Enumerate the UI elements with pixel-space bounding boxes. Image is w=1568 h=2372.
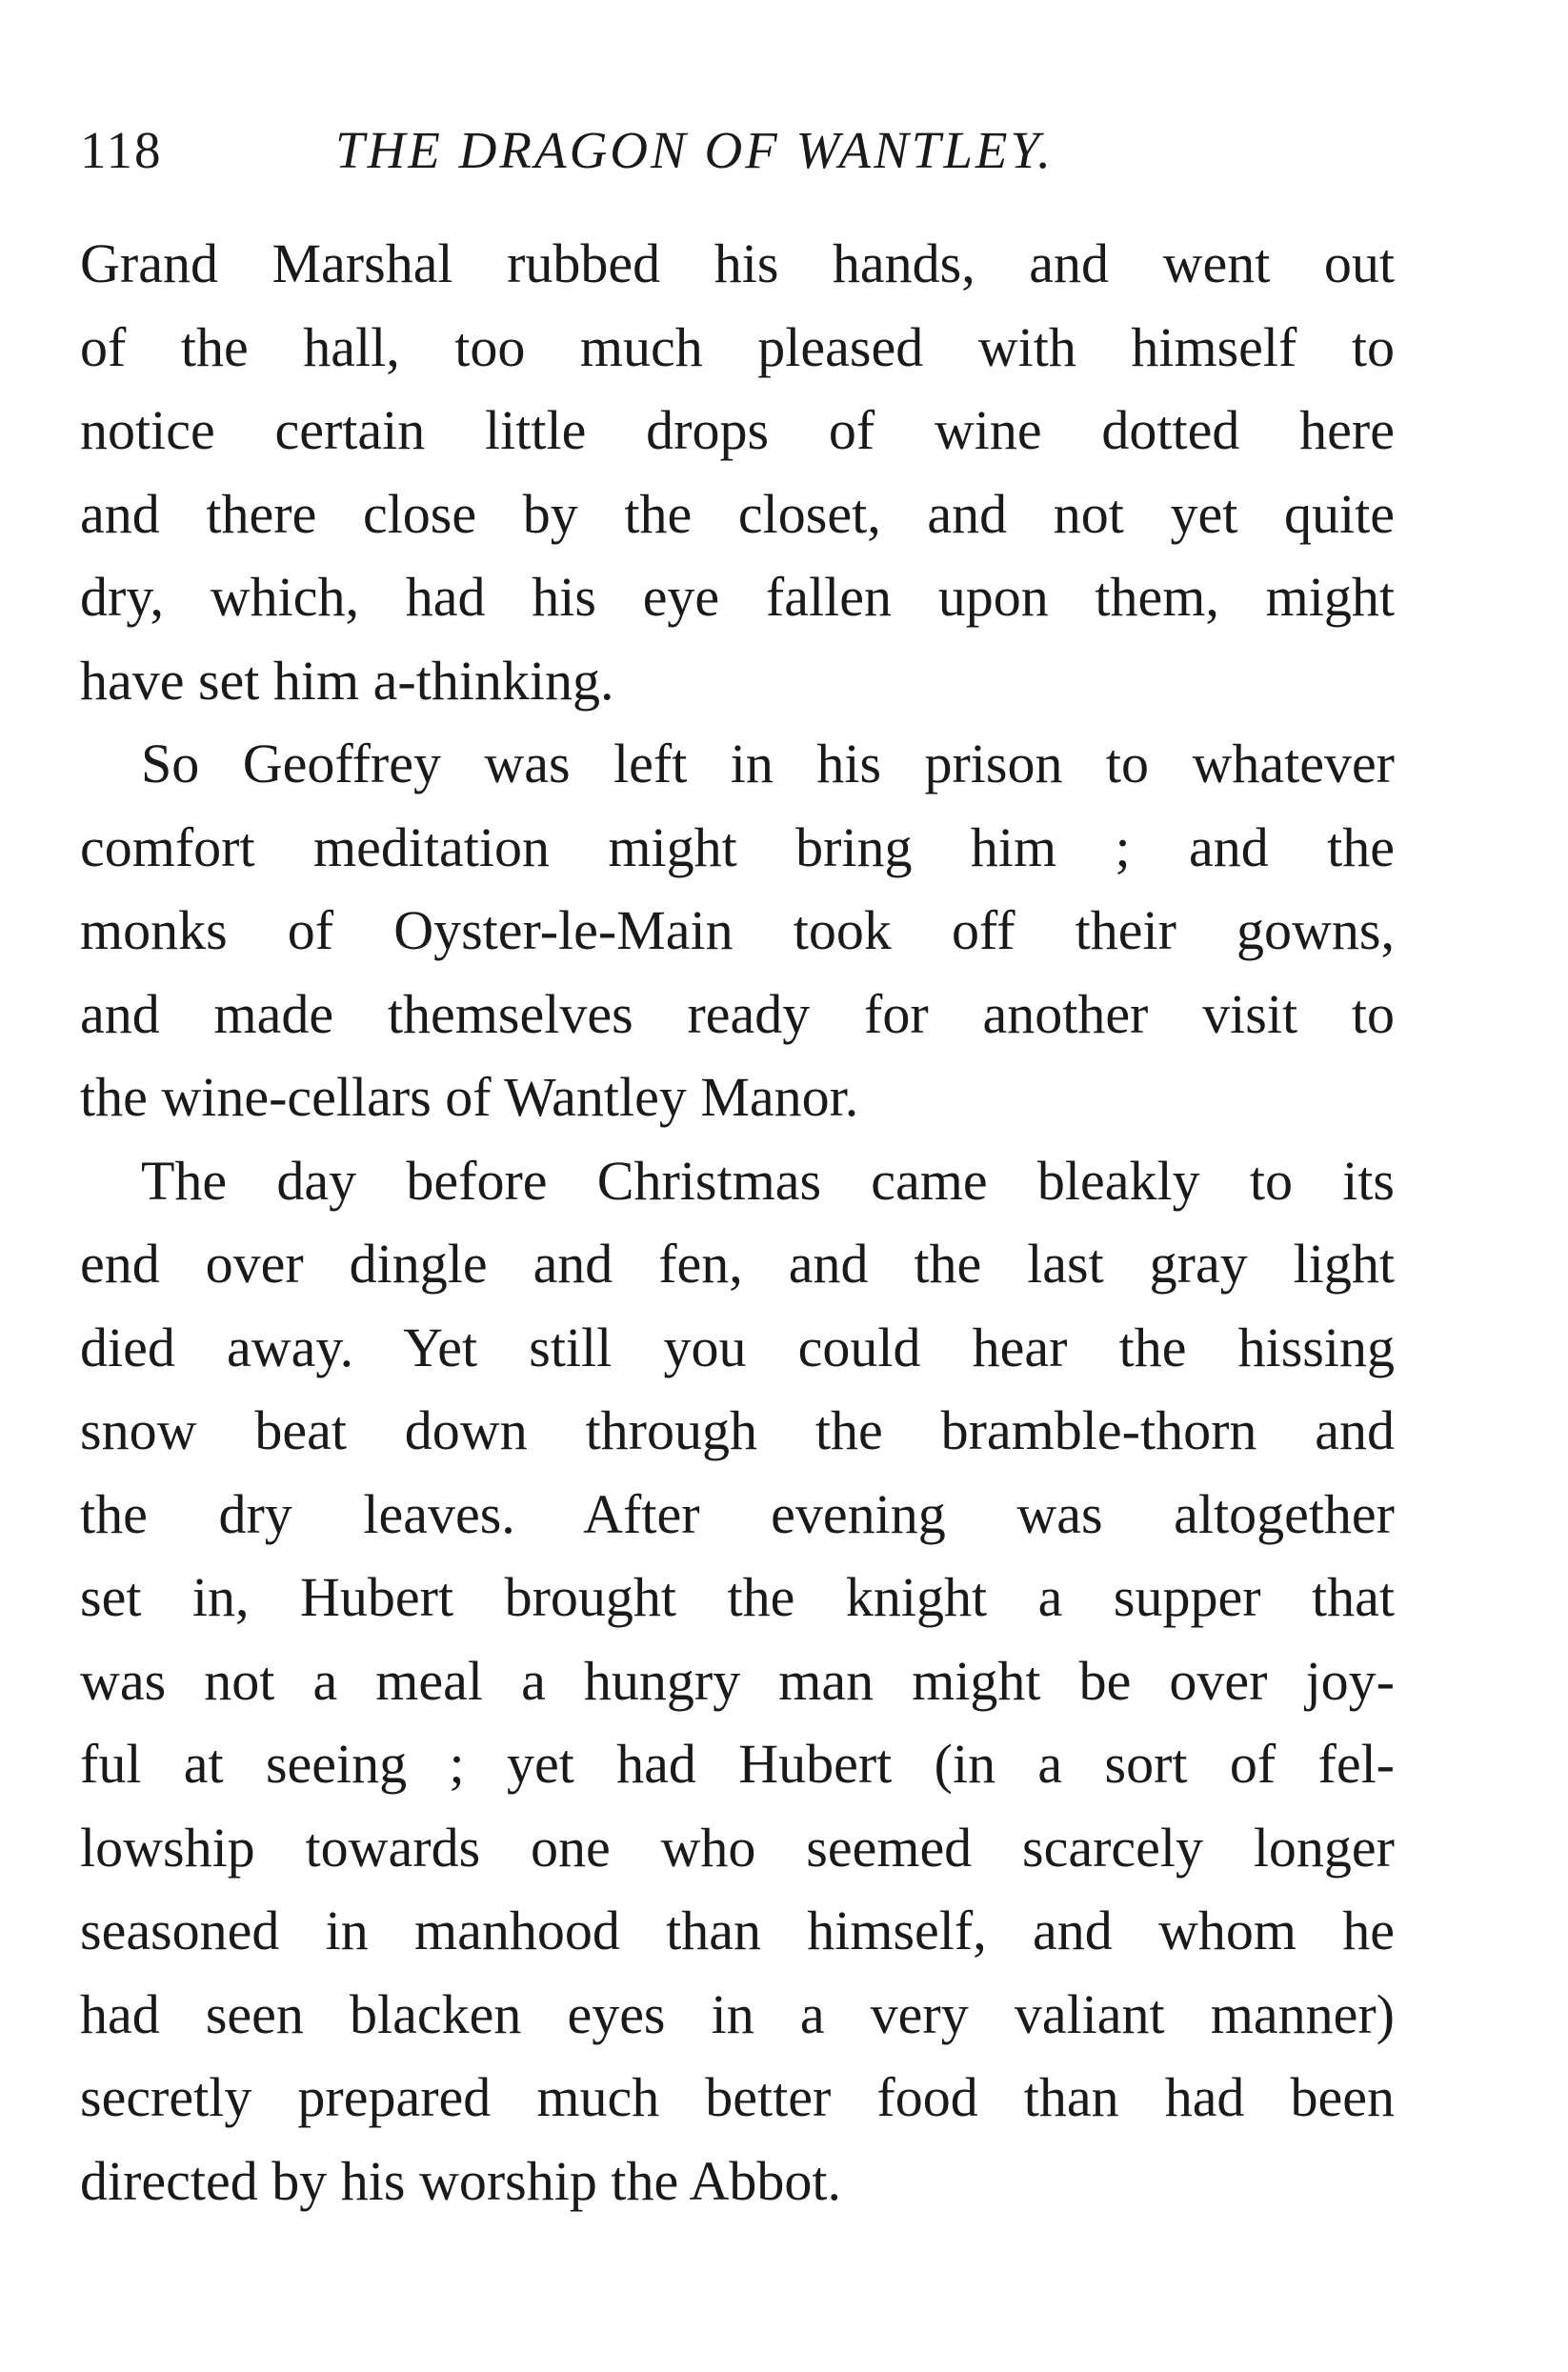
text-line: end over dingle and fen, and the last gray light [80, 1233, 1395, 1295]
text-line: So Geoffrey was left in his prison to whatever [141, 733, 1395, 794]
text-line: lowship towards one who seemed scarcely longer [80, 1816, 1395, 1879]
running-title: THE DRAGON OF WANTLEY. [335, 121, 1054, 179]
text-line: seasoned in manhood than himself, and whom he [80, 1900, 1395, 1961]
text-line: the wine-cellars of Wantley Manor. [80, 1066, 859, 1128]
page-number: 118 [80, 121, 163, 179]
text-line: and made themselves ready for another visit to [80, 982, 1395, 1045]
text-line: of the hall, too much pleased with himself to [80, 315, 1395, 378]
text-line: Grand Marshal rubbed his hands, and went out [80, 232, 1395, 294]
text-line: The day before Christmas came bleakly to its [141, 1149, 1395, 1212]
text-line: directed by his worship the Abbot. [80, 2149, 842, 2212]
text-line: ful at seeing ; yet had Hubert (in a sort of fel- [80, 1733, 1395, 1795]
text-line: notice certain little drops of wine dotted here [80, 399, 1395, 461]
text-line: set in, Hubert brought the knight a supper that [80, 1566, 1395, 1628]
text-line: dry, which, had his eye fallen upon them, might [80, 566, 1395, 628]
body-text [80, 222, 1395, 2222]
text-line: and there close by the closet, and not yet quite [80, 482, 1395, 545]
text-line: had seen blacken eyes in a very valiant manner) [80, 1982, 1395, 2045]
text-line: died away. Yet still you could hear the hissing [80, 1316, 1395, 1378]
running-head [80, 112, 1395, 189]
text-line: was not a meal a hungry man might be over joy- [80, 1649, 1395, 1712]
text-line: the dry leaves. After evening was altogether [80, 1482, 1395, 1545]
text-line: have set him a-thinking. [80, 649, 614, 712]
text-line: monks of Oyster-le-Main took off their gowns, [80, 899, 1395, 961]
text-line: snow beat down through the bramble-thorn and [80, 1399, 1395, 1461]
text-line: comfort meditation might bring him ; and the [80, 815, 1395, 878]
text-line: secretly prepared much better food than had been [80, 2066, 1395, 2128]
